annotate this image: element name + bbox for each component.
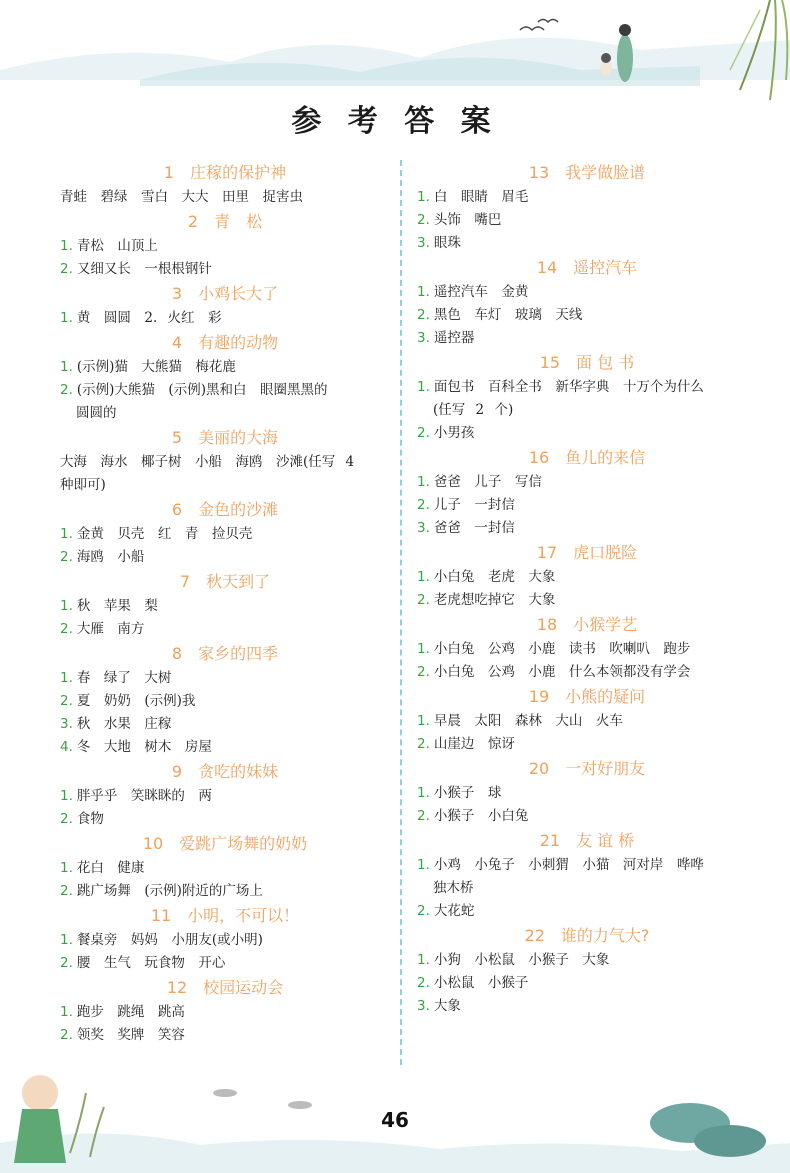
answer-text: 小男孩: [433, 425, 475, 441]
answer-line: [60, 356, 390, 379]
answer-line: [60, 235, 390, 258]
answer-index: 3.: [417, 998, 430, 1014]
answer-line: [417, 949, 757, 972]
lesson-number: 7: [179, 572, 191, 591]
lesson-title: 秋天到了: [206, 572, 271, 591]
answer-index: 2.: [417, 808, 430, 824]
answer-text: 青松 山顶上: [76, 238, 158, 254]
lesson-number: 2: [187, 212, 199, 231]
lesson-number: 8: [171, 644, 183, 663]
answer-index: 1.: [60, 670, 73, 686]
lesson-number: 15: [539, 353, 561, 372]
answer-line: [417, 471, 757, 494]
answer-index: 2.: [417, 664, 430, 680]
answer-line: [60, 929, 390, 952]
answer-index: 1.: [60, 788, 73, 804]
answer-text: 海鸥 小船: [76, 549, 145, 565]
answer-index: 1.: [417, 857, 430, 873]
answer-line: [417, 186, 757, 209]
answer-index: 2.: [417, 736, 430, 752]
page-title: 参 考 答 案: [291, 104, 499, 139]
page-number: 46: [381, 1108, 409, 1132]
lesson-number: 11: [150, 906, 172, 925]
lesson-title: 谁的力气大?: [560, 926, 650, 945]
lesson-title: 我学做脸谱: [565, 163, 646, 182]
lesson-heading: [60, 975, 390, 1001]
answer-index: 2.: [417, 975, 430, 991]
answer-index: 2.: [60, 621, 73, 637]
lesson-heading: [60, 425, 390, 451]
answer-line: [417, 589, 757, 612]
column-divider: [400, 160, 402, 1065]
answer-text: 秋 苹果 梨: [76, 598, 158, 614]
lesson-number: 4: [171, 333, 183, 352]
answer-line: [60, 451, 390, 497]
lesson-number: 22: [524, 926, 545, 945]
answer-index: 2.: [417, 212, 430, 228]
answer-text-continued: 种即可): [60, 477, 106, 493]
answer-text: 爸爸 儿子 写信: [433, 474, 542, 490]
answer-line: [417, 281, 757, 304]
answer-text: 腰 生气 玩食物 开心: [76, 955, 226, 971]
lesson-heading: [417, 160, 757, 186]
lesson-title: 小明，不可以！: [187, 906, 300, 925]
answer-index: 2.: [417, 307, 430, 323]
lesson-title: 遥控汽车: [573, 258, 638, 277]
answer-index: 1.: [60, 860, 73, 876]
answer-text: 又细又长 一根根钢针: [76, 261, 212, 277]
lesson-number: 13: [528, 163, 550, 182]
answer-text: 小白兔 老虎 大象: [433, 569, 556, 585]
answer-text: (示例)大熊猫 (示例)黑和白 眼圈黑黑的: [76, 382, 328, 398]
answer-text-continued: (任写 2 个): [433, 402, 514, 418]
lesson-heading: [417, 684, 757, 710]
lesson-heading: [417, 350, 757, 376]
answer-index: 2.: [60, 811, 73, 827]
answer-text: 遥控汽车 金黄: [433, 284, 529, 300]
answer-column-left: [60, 160, 390, 1047]
answer-index: 1.: [60, 526, 73, 542]
answer-index: 3.: [60, 716, 73, 732]
answer-index: 2.: [417, 592, 430, 608]
answer-index: 1.: [60, 1004, 73, 1020]
landscape-illustration-top: [0, 0, 790, 110]
lesson-number: 5: [171, 428, 183, 447]
answer-text: 食物: [76, 811, 104, 827]
answer-text: 小猴子 小白兔: [433, 808, 529, 824]
answer-text: 胖乎乎 笑眯眯的 两: [76, 788, 212, 804]
answer-line: [60, 880, 390, 903]
answer-line: [60, 186, 390, 209]
lesson-title: 虎口脱险: [573, 543, 638, 562]
answer-index: 3.: [417, 235, 430, 251]
lesson-number: 1: [163, 163, 175, 182]
answer-text: 黑色 车灯 玻璃 天线: [433, 307, 583, 323]
lesson-heading: [60, 569, 390, 595]
answer-index: 1.: [417, 284, 430, 300]
answer-index: 1.: [417, 474, 430, 490]
lesson-heading: [417, 255, 757, 281]
lesson-number: 3: [171, 284, 183, 303]
answer-line: [60, 379, 390, 425]
lesson-number: 17: [536, 543, 558, 562]
lesson-title: 一对好朋友: [565, 759, 646, 778]
answer-line: [417, 517, 757, 540]
answer-index: 2.: [417, 497, 430, 513]
lesson-title: 美丽的大海: [198, 428, 279, 447]
lesson-heading: [60, 160, 390, 186]
lesson-title: 金色的沙滩: [198, 500, 279, 519]
answer-text: 遥控器: [433, 330, 475, 346]
answer-index: 2.: [60, 382, 73, 398]
answer-text: 小白兔 公鸡 小鹿 什么本领都没有学会: [433, 664, 691, 680]
answer-text: 爸爸 一封信: [433, 520, 515, 536]
answer-text: 小松鼠 小猴子: [433, 975, 529, 991]
lesson-title: 小猴学艺: [573, 615, 638, 634]
lesson-title: 小熊的疑问: [565, 687, 646, 706]
lesson-heading: [60, 641, 390, 667]
answer-line: [417, 661, 757, 684]
answer-text: 眼珠: [433, 235, 461, 251]
answer-text: 儿子 一封信: [433, 497, 515, 513]
answer-text: 小猴子 球: [433, 785, 502, 801]
lesson-title: 鱼儿的来信: [565, 448, 646, 467]
answer-line: [417, 422, 757, 445]
answer-text: 老虎想吃掉它 大象: [433, 592, 556, 608]
answer-line: [417, 972, 757, 995]
answer-text: 春 绿了 大树: [76, 670, 172, 686]
answer-line: [417, 304, 757, 327]
answer-text: 领奖 奖牌 笑容: [76, 1027, 185, 1043]
answer-text: 餐桌旁 妈妈 小朋友(或小明): [76, 932, 263, 948]
answer-line: [60, 785, 390, 808]
answer-index: 1.: [417, 189, 430, 205]
answer-line: [417, 854, 757, 900]
lesson-number: 10: [142, 834, 164, 853]
answer-line: [417, 995, 757, 1018]
answer-line: [417, 327, 757, 350]
answer-text: 跑步 跳绳 跳高: [76, 1004, 185, 1020]
answer-text: 早晨 太阳 森林 大山 火车: [433, 713, 623, 729]
answer-index: 3.: [417, 520, 430, 536]
answer-text: 夏 奶奶 (示例)我: [76, 693, 196, 709]
lesson-number: 18: [536, 615, 558, 634]
answer-line: [417, 805, 757, 828]
answer-text: 大象: [433, 998, 461, 1014]
answer-line: [60, 258, 390, 281]
answer-index: 2.: [60, 693, 73, 709]
answer-text: 黄 圆圆 2. 火红 彩: [76, 310, 222, 326]
answer-text: 小白兔 公鸡 小鹿 读书 吹喇叭 跑步: [433, 641, 691, 657]
answer-index: 2.: [60, 955, 73, 971]
answer-text-continued: 圆圆的: [76, 405, 117, 421]
lesson-heading: [60, 831, 390, 857]
answer-line: [60, 952, 390, 975]
answer-text: 花白 健康: [76, 860, 145, 876]
answer-line: [417, 733, 757, 756]
lesson-number: 14: [536, 258, 558, 277]
answer-index: 2.: [60, 261, 73, 277]
answer-index: 1.: [60, 932, 73, 948]
answer-text: 冬 大地 树木 房屋: [76, 739, 212, 755]
lesson-heading: [60, 759, 390, 785]
answer-text: 面包书 百科全书 新华字典 十万个为什么: [433, 379, 704, 395]
answer-index: 1.: [417, 952, 430, 968]
answer-line: [60, 618, 390, 641]
lesson-number: 21: [539, 831, 561, 850]
answer-text: 跳广场舞 (示例)附近的广场上: [76, 883, 263, 899]
answer-line: [417, 232, 757, 255]
answer-index: 1.: [60, 359, 73, 375]
answer-line: [60, 1001, 390, 1024]
answer-text: 头饰 嘴巴: [433, 212, 502, 228]
lesson-number: 20: [528, 759, 550, 778]
lesson-number: 6: [171, 500, 183, 519]
answer-line: [60, 546, 390, 569]
lesson-heading: [60, 209, 390, 235]
answer-line: [417, 376, 757, 422]
answer-line: [60, 690, 390, 713]
answer-index: 2.: [417, 903, 430, 919]
answer-text: 小狗 小松鼠 小猴子 大象: [433, 952, 610, 968]
answer-index: 2.: [417, 425, 430, 441]
answer-line: [60, 1024, 390, 1047]
answer-index: 1.: [60, 238, 73, 254]
lesson-title: 庄稼的保护神: [190, 163, 287, 182]
answer-index: 1.: [417, 641, 430, 657]
answer-text: (示例)猫 大熊猫 梅花鹿: [76, 359, 236, 375]
answer-column-right: [417, 160, 757, 1018]
lesson-heading: [417, 923, 757, 949]
answer-text: 大雁 南方: [76, 621, 145, 637]
lesson-number: 19: [528, 687, 550, 706]
answer-index: 1.: [417, 713, 430, 729]
answer-text: 大海 海水 椰子树 小船 海鸥 沙滩(任写 4: [60, 454, 355, 470]
lesson-heading: [60, 281, 390, 307]
answer-index: 1.: [60, 310, 73, 326]
answer-index: 1.: [417, 569, 430, 585]
lesson-title: 友 谊 桥: [576, 831, 635, 850]
lesson-title: 小鸡长大了: [198, 284, 279, 303]
answer-index: 1.: [417, 785, 430, 801]
lesson-heading: [417, 445, 757, 471]
lesson-heading: [60, 497, 390, 523]
answer-index: 1.: [60, 598, 73, 614]
answer-line: [417, 566, 757, 589]
answer-index: 3.: [417, 330, 430, 346]
answer-line: [60, 736, 390, 759]
lesson-heading: [417, 828, 757, 854]
answer-line: [60, 307, 390, 330]
lesson-number: 16: [528, 448, 550, 467]
answer-line: [417, 638, 757, 661]
answer-line: [60, 808, 390, 831]
answer-line: [60, 713, 390, 736]
lesson-title: 家乡的四季: [198, 644, 279, 663]
answer-line: [417, 900, 757, 923]
lesson-title: 有趣的动物: [198, 333, 279, 352]
answer-line: [60, 595, 390, 618]
answer-text: 山崖边 惊讶: [433, 736, 515, 752]
answer-text-continued: 独木桥: [433, 880, 474, 896]
lesson-heading: [60, 330, 390, 356]
answer-line: [417, 209, 757, 232]
answer-index: 1.: [417, 379, 430, 395]
answer-text: 小鸡 小兔子 小刺猬 小猫 河对岸 哗哗: [433, 857, 704, 873]
lesson-title: 面 包 书: [576, 353, 635, 372]
answer-line: [60, 857, 390, 880]
answer-line: [60, 667, 390, 690]
answer-index: 2.: [60, 883, 73, 899]
answer-index: 2.: [60, 549, 73, 565]
lesson-number: 9: [171, 762, 183, 781]
lesson-title: 青 松: [214, 212, 263, 231]
lesson-title: 校园运动会: [203, 978, 284, 997]
answer-text: 青蛙 碧绿 雪白 大大 田里 捉害虫: [60, 189, 303, 205]
answer-index: 2.: [60, 1027, 73, 1043]
answer-text: 大花蛇: [433, 903, 475, 919]
lesson-heading: [60, 903, 390, 929]
answer-text: 白 眼睛 眉毛: [433, 189, 529, 205]
lesson-heading: [417, 540, 757, 566]
answer-text: 金黄 贝壳 红 青 捡贝壳: [76, 526, 253, 542]
lesson-title: 爱跳广场舞的奶奶: [179, 834, 308, 853]
answer-line: [417, 782, 757, 805]
lesson-number: 12: [166, 978, 188, 997]
lesson-heading: [417, 756, 757, 782]
answer-text: 秋 水果 庄稼: [76, 716, 172, 732]
lesson-heading: [417, 612, 757, 638]
answer-line: [417, 494, 757, 517]
answer-index: 4.: [60, 739, 73, 755]
lesson-title: 贪吃的妹妹: [198, 762, 279, 781]
answer-line: [417, 710, 757, 733]
answer-line: [60, 523, 390, 546]
